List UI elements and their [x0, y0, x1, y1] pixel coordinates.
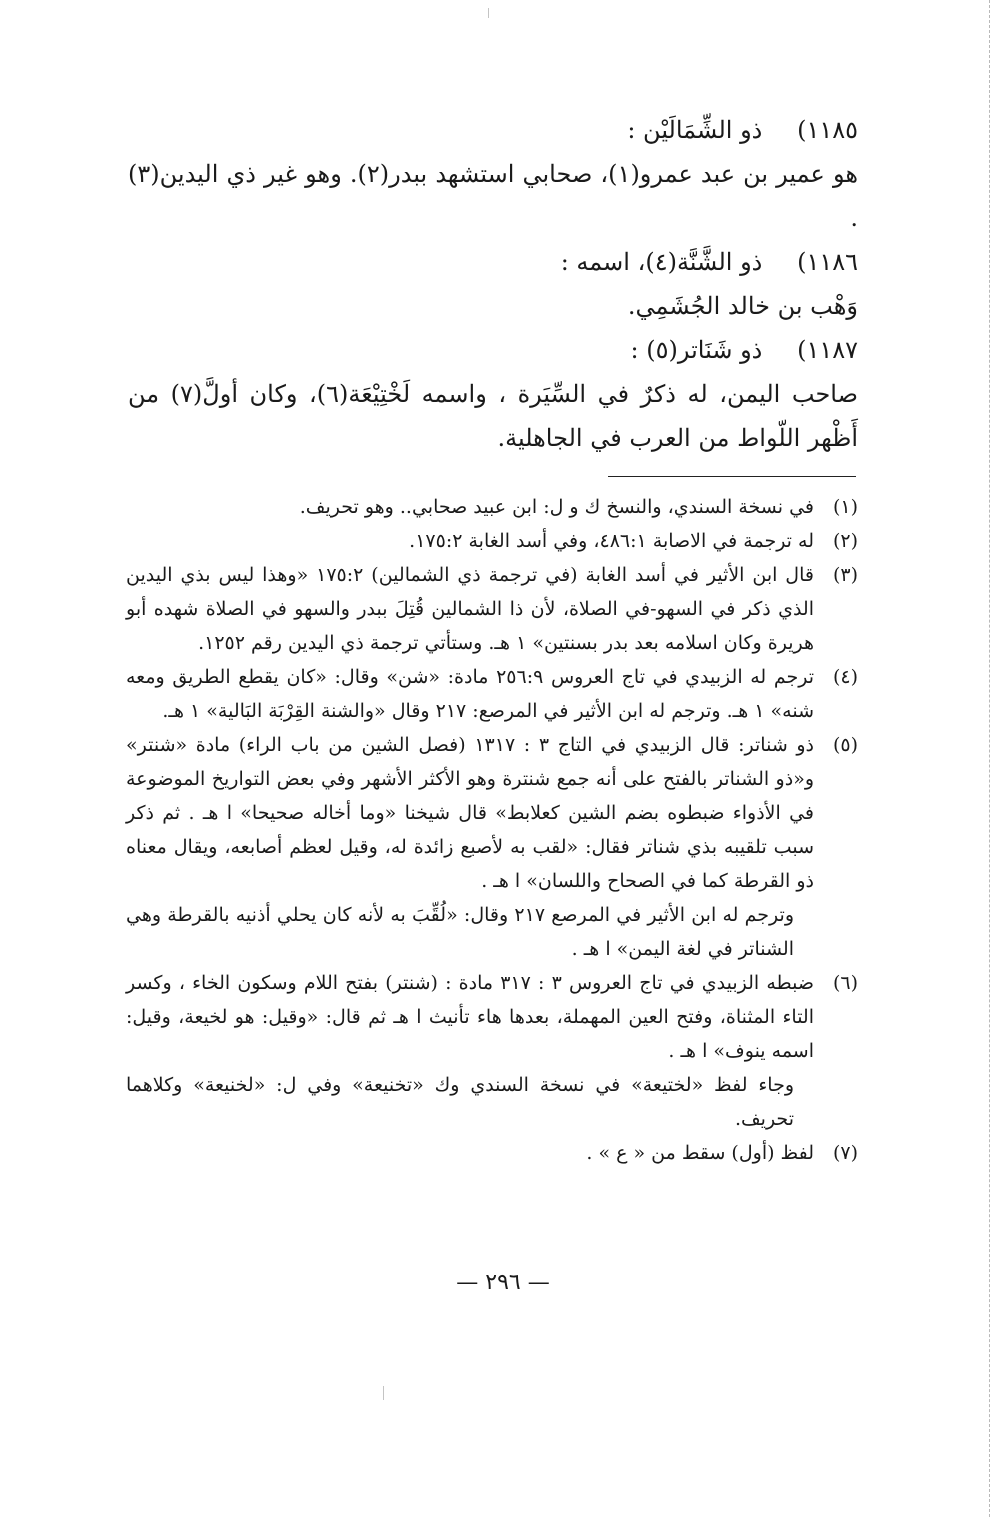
scan-mark-bottom — [383, 1386, 384, 1400]
entry-number: ١١٨٦) — [797, 248, 858, 276]
footnote — [126, 966, 858, 1136]
footnote-number: (٢) — [832, 530, 858, 552]
footnote — [126, 490, 858, 524]
entry-heading — [128, 108, 858, 152]
footnote-text: في نسخة السندي، والنسخ ك و ل: ابن عبيد صحابي.. وهو تحريف. — [299, 496, 814, 518]
footnote — [126, 558, 858, 660]
entry-body: صاحب اليمن، له ذكرٌ في السِّيَرة ، واسمه لَخْتِيْعَة(٦)، وكان أولَّ(٧) من أَظْهر اللّواط من العرب في الجاهلية. — [128, 380, 858, 452]
footnote — [126, 524, 858, 558]
footnote-text: له ترجمة في الاصابة ٤٨٦:١، وفي أسد الغابة ١٧٥:٢. — [409, 530, 814, 552]
entry-heading — [128, 328, 858, 372]
footnote-text: ضبطه الزبيدي في تاج العروس ٣ : ٣١٧ مادة : (شنتر) بفتح اللام وسكون الخاء ، وكسر التاء المثناة، وفتح العين المهملة، بعدها هاء تأنيث ا هـ ثم قال: «وقيل: هو لخيعة، وقيل: اسمه ينوف» ا هـ . — [126, 972, 814, 1062]
main-entries — [128, 108, 858, 460]
footnote-text: قال ابن الأثير في أسد الغابة (في ترجمة ذي الشمالين) ١٧٥:٢ «وهذا ليس بذي اليدين الذي ذكر في السهو-في الصلاة، لأن ذا الشمالين قُتِلَ ببدر والسهو في الصلاة شهده أبو هريرة وكان اسلامه بعد بدر بسنتين» ١ هـ. وستأتي ترجمة ذي اليدين رقم ١٢٥٢. — [126, 564, 814, 654]
footnote-number: (٣) — [832, 564, 858, 586]
footnote-number: (٤) — [832, 666, 858, 688]
footnote-text: ذو شناتر: قال الزبيدي في التاج ٣ : ١٣١٧ (فصل الشين من باب الراء) مادة «شنتر» و«ذو الشناتر بالفتح على أنه جمع شنترة وهو الأكثر الأشهر وفي بعض التواريخ الموضوعة في الأذواء ضبطوه بضم الشين كعلابط» قال شيخنا «وما أخاله صحيحا» ا هـ . ثم ذكر سبب تلقيبه بذي شناتر فقال: «لقب به لأصبع زائدة له، وقيل لعظم أصابعه، ويقال معناه ذو القرطة كما في الصحاح واللسان» ا هـ . — [126, 734, 815, 892]
entry-title: ذو الشِّمَالَيْن : — [627, 116, 763, 144]
entry-body: وَهْب بن خالد الجُشَمِي. — [627, 292, 858, 320]
scan-mark-top — [488, 8, 489, 18]
footnote-text: لفظ (أول) سقط من « ع » . — [586, 1142, 814, 1164]
footnote-number: (١) — [832, 496, 858, 518]
footnote-divider — [608, 476, 856, 477]
entry-body: هو عمير بن عبد عمرو(١)، صحابي استشهد ببدر(٢). وهو غير ذي اليدين(٣) . — [128, 160, 858, 232]
entry-title: ذو الشَّنَّة(٤)، اسمه : — [560, 248, 763, 276]
footnote-number: (٥) — [832, 734, 858, 756]
footnote — [126, 728, 858, 966]
footnote-number: (٧) — [832, 1142, 858, 1164]
footnote — [126, 660, 858, 728]
footnote-text: وترجم له ابن الأثير في المرصع ٢١٧ وقال: «لُقِّبَ به لأنه كان يحلي أذنيه بالقرطة وهي الشناتر في لغة اليمن» ا هـ . — [126, 904, 794, 960]
footnotes — [126, 490, 858, 1170]
page-number: — ٢٩٦ — — [456, 1270, 550, 1295]
entry-number: ١١٨٧) — [797, 336, 858, 364]
footnote-number: (٦) — [832, 972, 858, 994]
entry-title: ذو شَنَاتر(٥) : — [630, 336, 763, 364]
entry-number: ١١٨٥) — [797, 116, 858, 144]
footnote — [126, 1136, 858, 1170]
footnote-text: وجاء لفظ «لختيعة» في نسخة السندي وك «تخنيعة» وفي ل: «لخنيعة» وكلاهما تحريف. — [126, 1074, 794, 1130]
entry-heading — [128, 240, 858, 284]
footnote-text: ترجم له الزبيدي في تاج العروس ٢٥٦:٩ مادة: «شن» وقال: «كان يقطع الطريق ومعه شنه» ١ هـ. وترجم له ابن الأثير في المرصع: ٢١٧ وقال «والشنة القِرْبَة البَالية» ١ هـ. — [126, 666, 814, 722]
